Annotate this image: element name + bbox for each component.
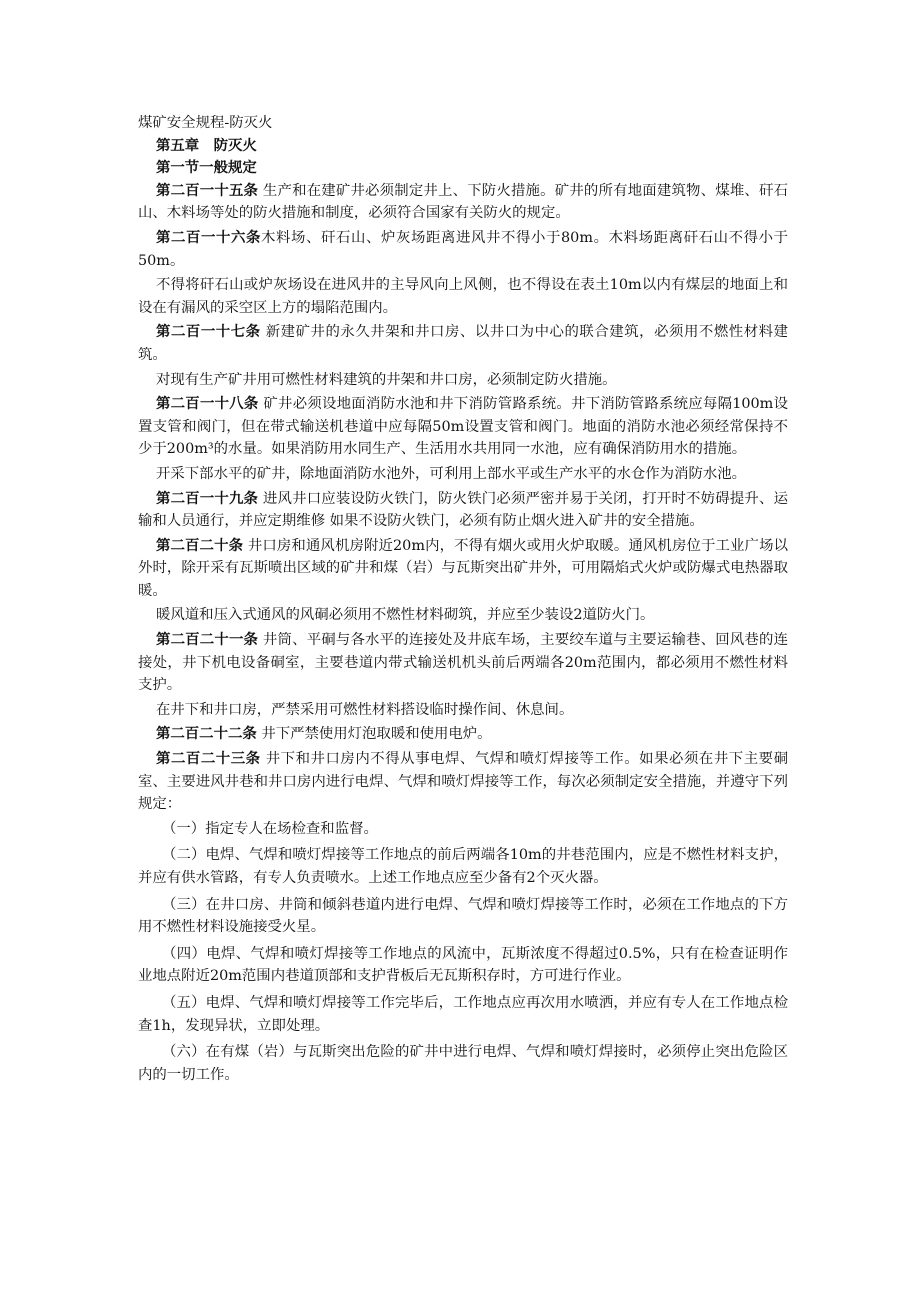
article-number: 第二百二十三条 (156, 750, 261, 768)
paragraph-text: 进风井口应装设防火铁门，防火铁门必须严密并易于关闭，打开时不妨碍提升、运输和人员通行，并应定期维修 如果不设防火铁门，必须有防止烟火进入矿井的安全措施。 (138, 490, 788, 530)
paragraph-text: 井下严禁使用灯泡取暖和使用电炉。 (256, 726, 492, 743)
article-number: 第二百二十一条 (156, 631, 259, 649)
paragraph (138, 369, 788, 392)
list-item: （四）电焊、气焊和喷灯焊接等工作地点的风流中，瓦斯浓度不得超过0.5%，只有在检查证明作业地点附近20m范围内巷道顶部和支护背板后无瓦斯积存时，方可进行作业。 (138, 945, 788, 985)
paragraph (138, 274, 788, 319)
paragraph-text: 矿井必须设地面消防水池和井下消防管路系统。井下消防管路系统应每隔100m设置支管和阀门，但在带式输送机巷道中应每隔50m设置支管和阀门。地面的消防水池必须经常保持不少于200m³的水量。如果消防用水同生产、生活用水共用同一水池，应有确保消防用水的措施。 (138, 396, 788, 458)
article-number: 第二百二十条 (156, 536, 244, 554)
paragraph (138, 723, 788, 746)
document-title: 煤矿安全规程-防灭火 (138, 115, 273, 131)
paragraph-text: 井下和井口房内不得从事电焊、气焊和喷灯焊接等工作。如果必须在井下主要硐室、主要进风井巷和井口房内进行电焊、气焊和喷灯焊接等工作，每次必须制定安全措施，并遵守下列规定： (138, 751, 788, 813)
paragraph (138, 535, 788, 603)
paragraph-text: 生产和在建矿井必须制定井上、下防火措施。矿井的所有地面建筑物、煤堆、矸石山、木料场等处的防火措施和制度，必须符合国家有关防火的规定。 (138, 182, 788, 222)
paragraph-text: 暖风道和压入式通风的风硐必须用不燃性材料砌筑，并应至少装设2道防火门。 (156, 607, 655, 624)
paragraph-text: 井筒、平硐与各水平的连接处及井底车场，主要绞车道与主要运输巷、回风巷的连接处，井下机电设备硐室，主要巷道内带式输送机机头前后两端各20m范围内，都必须用不燃性材料支护。 (138, 632, 788, 694)
chapter-heading: 第五章 防灭火 (156, 136, 257, 154)
article-number: 第二百一十五条 (156, 181, 259, 199)
paragraph-text: 木料场、矸石山、炉灰场距离进风井不得小于80m。木料场距离矸石山不得小于50m。 (138, 229, 788, 269)
paragraph (138, 604, 788, 627)
paragraph-text: 在井下和井口房，严禁采用可燃性材料搭设临时操作间、休息间。 (156, 701, 574, 718)
list-item: （三）在井口房、井筒和倾斜巷道内进行电焊、气焊和喷灯焊接等工作时，必须在工作地点的下方用不燃性材料设施接受火星。 (138, 896, 788, 936)
paragraph (138, 488, 788, 533)
list-item: （二）电焊、气焊和喷灯焊接等工作地点的前后两端各10m的井巷范围内，应是不燃性材料支护，并应有供水管路，有专人负责喷水。上述工作地点应至少备有2个灭火器。 (138, 847, 788, 886)
article-number: 第二百二十二条 (156, 725, 257, 743)
article-number: 第二百一十七条 (156, 323, 261, 341)
paragraph-text: 井口房和通风机房附近20m内，不得有烟火或用火炉取暖。通风机房位于工业广场以外时，除开采有瓦斯喷出区域的矿井和煤（岩）与瓦斯突出矿井外，可用隔焰式火炉或防爆式电热器取暖。 (138, 537, 788, 599)
paragraph (138, 180, 788, 225)
paragraph (138, 393, 788, 461)
paragraph (138, 321, 788, 366)
paragraph (138, 463, 788, 486)
list-item: （五）电焊、气焊和喷灯焊接等工作完毕后，工作地点应再次用水喷洒，并应有专人在工作地点检查1h，发现异状，立即处理。 (138, 994, 788, 1034)
paragraph (138, 748, 788, 816)
paragraph-text: 对现有生产矿井用可燃性材料建筑的井架和井口房，必须制定防火措施。 (156, 371, 617, 388)
section-heading: 第一节一般规定 (156, 159, 257, 177)
paragraph (138, 629, 788, 697)
paragraph-text: 不得将矸石山或炉灰场设在进风井的主导风向上风侧，也不得设在表土10m以内有煤层的地面上和设在有漏风的采空区上方的塌陷范围内。 (138, 277, 788, 316)
paragraph-text: 新建矿井的永久井架和井口房、以井口为中心的联合建筑，必须用不燃性材料建筑。 (138, 324, 788, 363)
document-page (138, 112, 788, 1090)
article-number: 第二百一十九条 (156, 489, 259, 507)
list-item: （六）在有煤（岩）与瓦斯突出危险的矿井中进行电焊、气焊和喷灯焊接时，必须停止突出危险区内的一切工作。 (138, 1044, 788, 1083)
list-item: （一）指定专人在场检查和监督。 (162, 820, 378, 837)
paragraph-text: 开采下部水平的矿井，除地面消防水池外，可利用上部水平或生产水平的水仓作为消防水池。 (156, 465, 747, 482)
paragraph (138, 699, 788, 722)
article-number: 第二百一十八条 (156, 395, 259, 413)
paragraph (138, 227, 788, 272)
article-number: 第二百一十六条 (156, 228, 262, 246)
